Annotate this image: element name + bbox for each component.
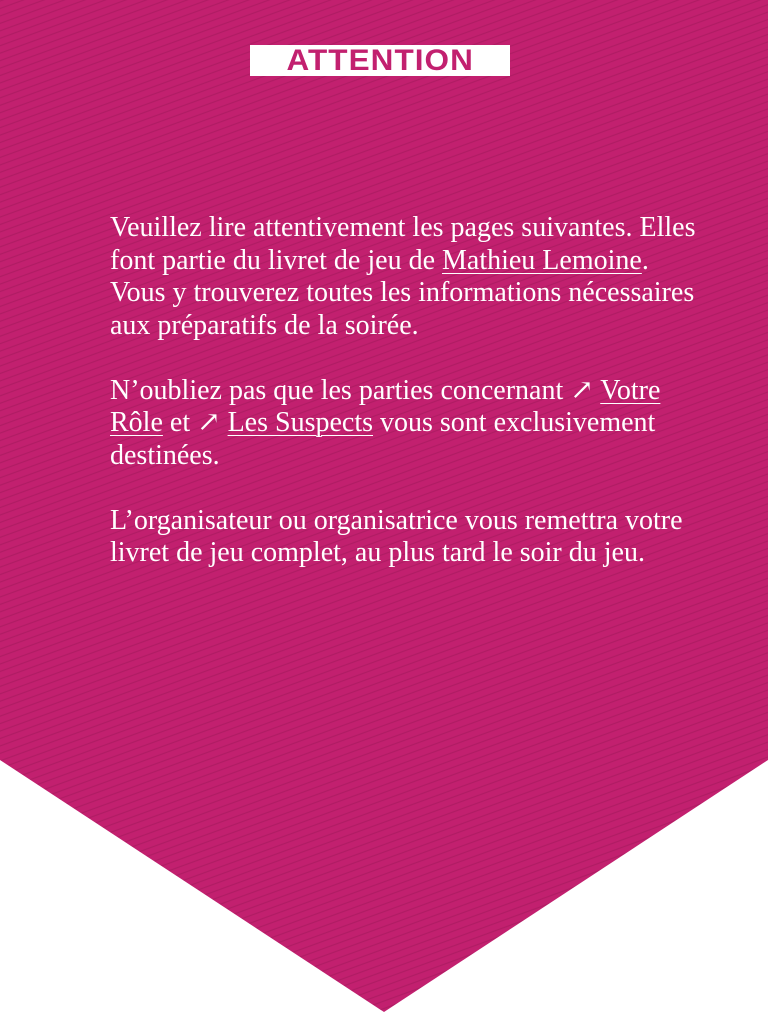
arrow-northeast-icon: ↗ (197, 407, 221, 438)
link-les-suspects[interactable]: Les Suspects (227, 407, 374, 438)
link-mathieu-lemoine[interactable]: Mathieu Lemoine (442, 244, 642, 276)
attention-badge (250, 45, 510, 76)
arrow-northeast-icon: ↗ (570, 374, 594, 406)
paragraph-organizer: L’organisateur ou organisatrice vous remettra votre livret de jeu complet, au plus tard le soir du jeu. (110, 504, 683, 568)
attention-label: ATTENTION (286, 43, 474, 77)
paragraph-intro: Veuillez lire attentivement les pages suivantes. Elles font partie du livret de jeu de Mathieu Lemoine. Vous y trouverez toutes les informations nécessaires aux préparatifs de la soirée. (110, 212, 696, 341)
paragraph-reminder: N’oubliez pas que les parties concernant ↗ Votre Rôle et ↗ Les Suspects vous sont exclusivement destinées. (110, 374, 661, 471)
notice-body (110, 212, 710, 602)
link-votre-role[interactable]: Votre Rôle (110, 374, 661, 438)
